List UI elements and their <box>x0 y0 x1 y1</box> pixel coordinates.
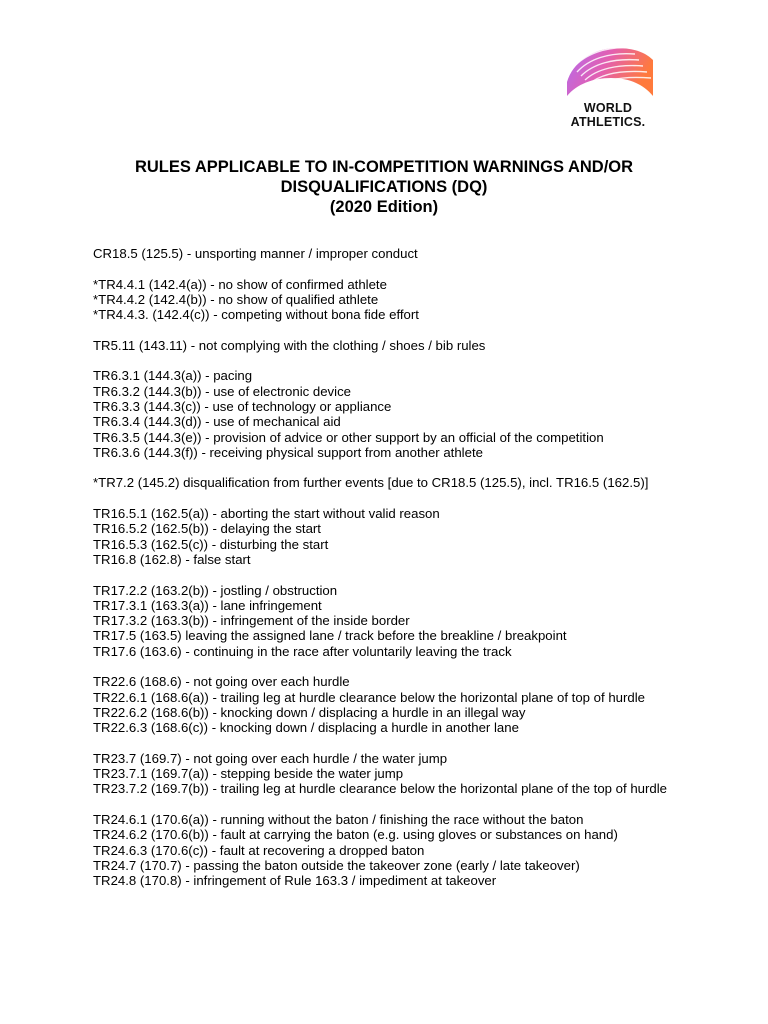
rule-line: TR6.3.4 (144.3(d)) - use of mechanical aid <box>93 414 341 430</box>
rule-line: TR17.3.2 (163.3(b)) - infringement of the inside border <box>93 613 410 629</box>
rule-group-tr5 <box>93 338 676 353</box>
rule-line: TR24.6.2 (170.6(b)) - fault at carrying the baton (e.g. using gloves or substances on hand) <box>93 827 618 843</box>
rule-group-tr22 <box>93 674 676 735</box>
title-line-3: (2020 Edition) <box>329 198 439 216</box>
rule-line: *TR7.2 (145.2) disqualification from further events [due to CR18.5 (125.5), incl. TR16.5 (162.5)] <box>93 475 649 491</box>
rule-line: TR16.5.2 (162.5(b)) - delaying the start <box>93 521 321 537</box>
rule-group-tr6 <box>93 368 676 460</box>
rule-line: TR6.3.2 (144.3(b)) - use of electronic device <box>93 383 352 399</box>
rule-line: TR24.8 (170.8) - infringement of Rule 163.3 / impediment at takeover <box>93 873 497 889</box>
rule-line: TR24.7 (170.7) - passing the baton outside the takeover zone (early / late takeover) <box>93 857 580 873</box>
rule-line: TR6.3.3 (144.3(c)) - use of technology or appliance <box>93 398 392 414</box>
rule-line: TR22.6.2 (168.6(b)) - knocking down / displacing a hurdle in an illegal way <box>93 704 526 720</box>
rule-line: TR17.6 (163.6) - continuing in the race after voluntarily leaving the track <box>93 643 512 659</box>
document-title <box>92 157 676 217</box>
rule-line: TR5.11 (143.11) - not complying with the clothing / shoes / bib rules <box>93 337 486 353</box>
rule-line: TR17.3.1 (163.3(a)) - lane infringement <box>93 597 322 613</box>
rule-line: TR16.8 (162.8) - false start <box>93 551 251 567</box>
rule-line: TR23.7 (169.7) - not going over each hurdle / the water jump <box>93 750 448 766</box>
world-athletics-swoosh-icon <box>559 38 657 98</box>
rule-line: TR17.5 (163.5) leaving the assigned lane / track before the breakline / breakpoint <box>93 628 567 644</box>
rule-line: TR24.6.1 (170.6(a)) - running without the baton / finishing the race without the baton <box>93 811 584 827</box>
rule-line: *TR4.4.1 (142.4(a)) - no show of confirmed athlete <box>93 276 387 292</box>
logo-word-athletics: ATHLETICS. <box>570 115 646 129</box>
rule-line: TR23.7.1 (169.7(a)) - stepping beside the water jump <box>93 766 404 782</box>
rule-line: TR16.5.1 (162.5(a)) - aborting the start without valid reason <box>93 506 440 522</box>
rule-line: CR18.5 (125.5) - unsporting manner / improper conduct <box>93 246 418 261</box>
logo-word-world: WORLD <box>583 101 633 115</box>
rule-line: TR6.3.6 (144.3(f)) - receiving physical support from another athlete <box>93 444 483 460</box>
rule-line: TR16.5.3 (162.5(c)) - disturbing the start <box>93 536 329 552</box>
rule-line: *TR4.4.3. (142.4(c)) - competing without bona fide effort <box>93 307 419 323</box>
rule-group-tr16 <box>93 506 676 567</box>
rule-group-tr7 <box>93 475 676 490</box>
rule-line: TR22.6.1 (168.6(a)) - trailing leg at hurdle clearance below the horizontal plane of top of hurdle <box>93 689 646 705</box>
rule-group-tr23 <box>93 751 676 797</box>
rule-line: TR6.3.1 (144.3(a)) - pacing <box>93 368 253 384</box>
rule-line: *TR4.4.2 (142.4(b)) - no show of qualified athlete <box>93 291 379 307</box>
rule-line: TR24.6.3 (170.6(c)) - fault at recovering a dropped baton <box>93 842 425 858</box>
rule-group-tr17 <box>93 583 676 659</box>
rule-line: TR6.3.5 (144.3(e)) - provision of advice or other support by an official of the competition <box>93 429 604 445</box>
rule-line: TR17.2.2 (163.2(b)) - jostling / obstruction <box>93 582 338 598</box>
title-line-1: RULES APPLICABLE TO IN-COMPETITION WARNINGS AND/OR <box>134 158 634 176</box>
world-athletics-logo <box>553 38 663 138</box>
title-line-2: DISQUALIFICATIONS (DQ) <box>280 178 488 196</box>
rule-group-tr4 <box>93 277 676 323</box>
rule-group-conduct <box>93 246 676 261</box>
rules-list <box>93 246 676 904</box>
rule-line: TR23.7.2 (169.7(b)) - trailing leg at hurdle clearance below the horizontal plane of the top of hurdle <box>93 781 667 797</box>
rule-line: TR22.6 (168.6) - not going over each hurdle <box>93 674 350 690</box>
rule-line: TR22.6.3 (168.6(c)) - knocking down / displacing a hurdle in another lane <box>93 720 519 736</box>
rule-group-tr24 <box>93 812 676 888</box>
